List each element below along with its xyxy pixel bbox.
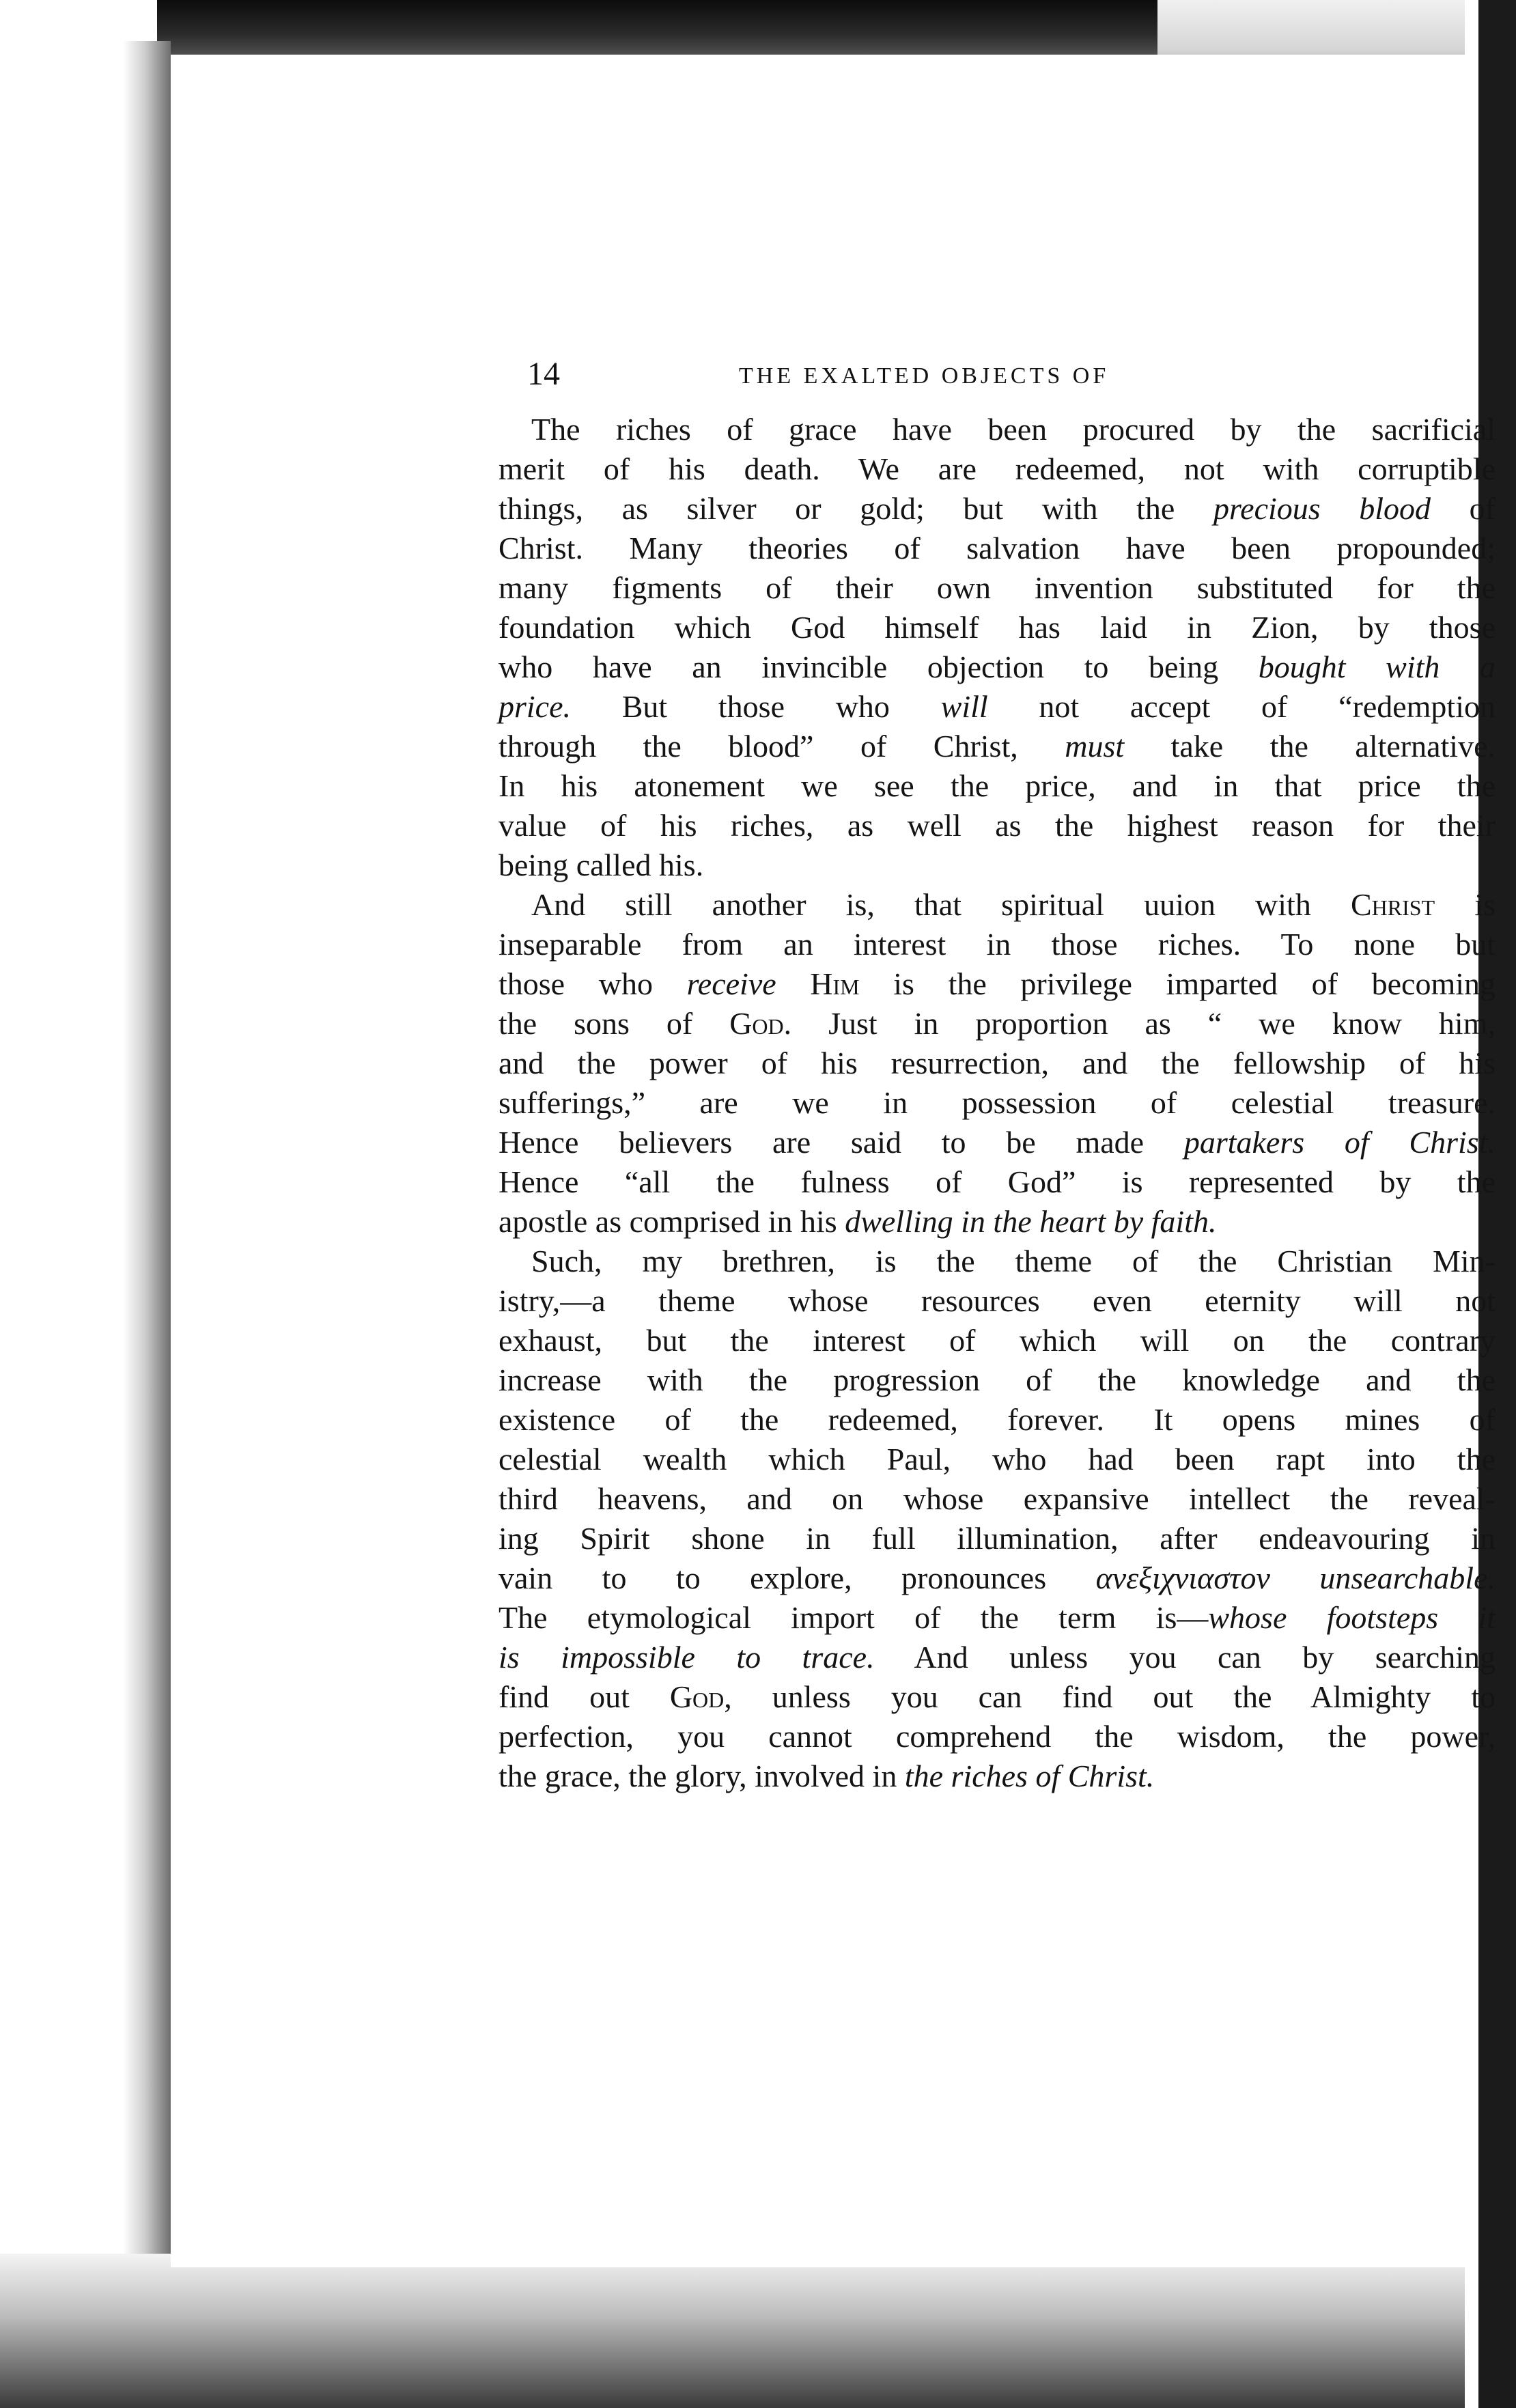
- book-page: [171, 55, 1496, 2267]
- small-caps-text: Christ: [1351, 887, 1435, 922]
- text-line: In his atonement we see the price, and in that price the: [499, 768, 1496, 803]
- text-line: increase with the progression of the knowledge and the: [499, 1362, 1496, 1397]
- text-line: things, as silver or gold; but with the precious blood of: [499, 491, 1496, 526]
- text-line: Such, my brethren, is the theme of the Christian Min-: [531, 1244, 1496, 1278]
- text-line: celestial wealth which Paul, who had been rapt into the: [499, 1442, 1496, 1476]
- text-line: third heavens, and on whose expansive intellect the reveal-: [499, 1481, 1496, 1516]
- page-edge-shadow: [123, 41, 171, 2295]
- italic-text: is impossible to trace.: [499, 1640, 875, 1675]
- text-line: is impossible to trace. And unless you can by searching: [499, 1640, 1496, 1675]
- text-line: price. But those who will not accept of “redemption: [499, 689, 1496, 724]
- text-line: inseparable from an interest in those riches. To none but: [499, 927, 1496, 962]
- text-line: exhaust, but the interest of which will on the contrary: [499, 1323, 1496, 1358]
- text-line: vain to to explore, pronounces ανεξιχνιαστον unsearchable.: [499, 1560, 1496, 1595]
- text-line: apostle as comprised in his dwelling in the heart by faith.: [499, 1204, 1217, 1239]
- text-line: those who receive Him is the privilege imparted of becoming: [499, 966, 1496, 1001]
- text-line: ing Spirit shone in full illumination, after endeavouring in: [499, 1521, 1496, 1556]
- text-line: Hence believers are said to be made partakers of Christ.: [499, 1125, 1496, 1160]
- small-caps-text: God: [669, 1679, 725, 1714]
- text-line: through the blood” of Christ, must take the alternative.: [499, 729, 1496, 764]
- text-line: existence of the redeemed, forever. It opens mines of: [499, 1402, 1496, 1437]
- text-line: The etymological import of the term is—whose footsteps it: [499, 1600, 1496, 1635]
- text-line: Hence “all the fulness of God” is represented by the: [499, 1164, 1496, 1199]
- text-line: being called his.: [499, 848, 704, 882]
- italic-text: ανεξιχνιαστον unsearchable.: [1095, 1560, 1496, 1595]
- small-caps-text: Him: [810, 966, 860, 1001]
- running-head: THE EXALTED OBJECTS OF: [739, 363, 1110, 389]
- paragraph: [499, 410, 1496, 885]
- italic-text: dwelling in the heart by faith.: [845, 1204, 1217, 1239]
- page-number: 14: [527, 356, 560, 392]
- italic-text: must: [1065, 729, 1125, 764]
- small-caps-text: God: [729, 1006, 784, 1041]
- text-line: and the power of his resurrection, and the fellowship of his: [499, 1046, 1496, 1080]
- italic-text: price.: [499, 689, 572, 724]
- text-line: istry,—a theme whose resources even eternity will not: [499, 1283, 1496, 1318]
- italic-text: will: [940, 689, 988, 724]
- text-line: perfection, you cannot comprehend the wisdom, the power,: [499, 1719, 1496, 1754]
- text-line: And still another is, that spiritual uuion with Christ is: [531, 887, 1496, 922]
- text-line: sufferings,” are we in possession of celestial treasure.: [499, 1085, 1496, 1120]
- page-header: [527, 355, 1516, 410]
- text-line: the sons of God. Just in proportion as “ we know him,: [499, 1006, 1496, 1041]
- scan-border-bottom: [0, 2254, 1478, 2408]
- text-line: merit of his death. We are redeemed, not with corruptible: [499, 451, 1496, 486]
- paragraph: [499, 885, 1496, 1242]
- body-text: [499, 410, 1496, 1796]
- paragraph: [499, 1242, 1496, 1796]
- text-line: the grace, the glory, involved in the riches of Christ.: [499, 1759, 1155, 1793]
- italic-text: whose footsteps it: [1208, 1600, 1496, 1635]
- text-line: The riches of grace have been procured by the sacrificial: [531, 412, 1496, 447]
- italic-text: the riches of Christ.: [904, 1759, 1155, 1793]
- italic-text: bought with a: [1258, 649, 1496, 684]
- text-line: value of his riches, as well as the highest reason for their: [499, 808, 1496, 843]
- italic-text: receive: [686, 966, 776, 1001]
- text-line: find out God, unless you can find out the Almighty to: [499, 1679, 1496, 1714]
- text-line: many figments of their own invention substituted for the: [499, 570, 1496, 605]
- text-line: who have an invincible objection to being bought with a: [499, 649, 1496, 684]
- italic-text: precious blood: [1213, 491, 1431, 526]
- text-line: foundation which God himself has laid in Zion, by those: [499, 610, 1496, 645]
- italic-text: partakers of Christ.: [1183, 1125, 1496, 1160]
- text-line: Christ. Many theories of salvation have been propounded;: [499, 531, 1496, 565]
